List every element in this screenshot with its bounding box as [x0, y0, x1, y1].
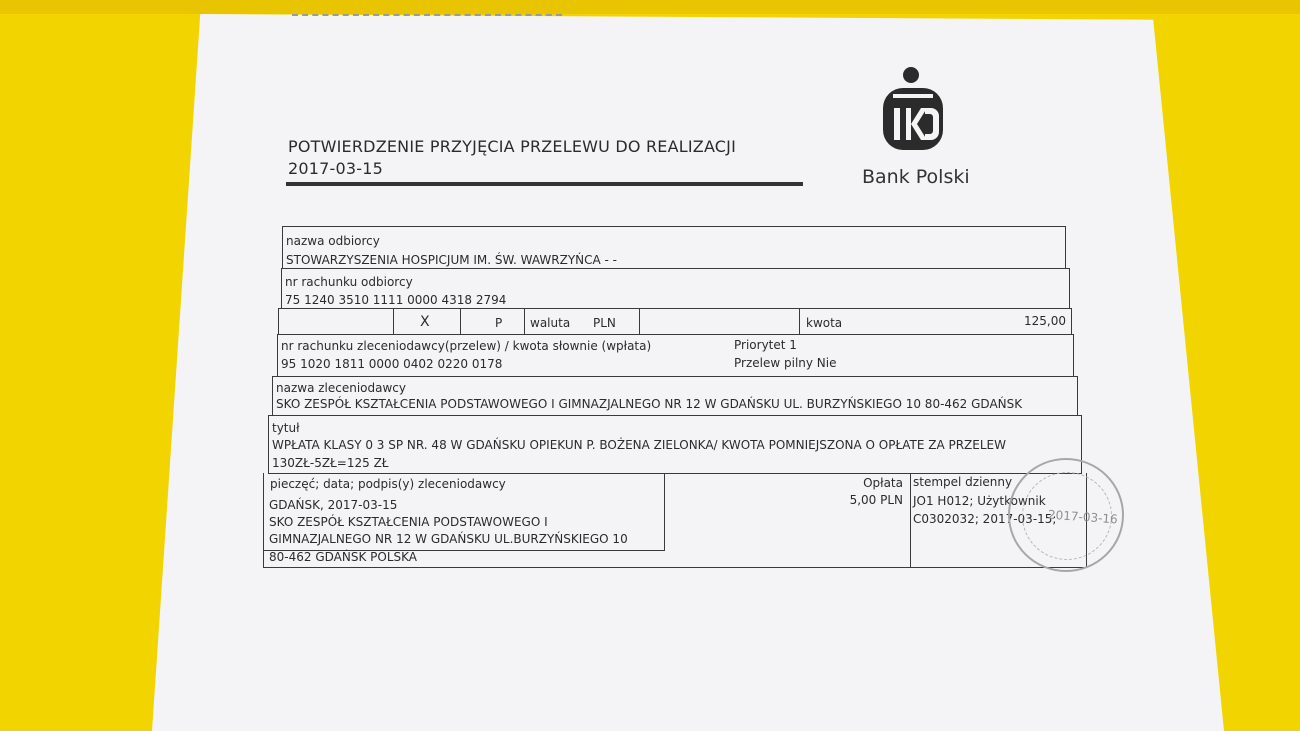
title-label: tytuł — [272, 421, 300, 435]
document-title: POTWIERDZENIE PRZYJĘCIA PRZELEWU DO REALIZACJI — [288, 137, 737, 156]
amount-row-cell-p — [461, 309, 525, 334]
amount-value: 125,00 — [1024, 314, 1066, 328]
priority-value: Priorytet 1 — [734, 338, 797, 352]
currency-label: waluta — [530, 316, 571, 330]
stamp-label: stempel dzienny — [913, 475, 1013, 489]
bank-name: Bank Polski — [862, 166, 970, 188]
amount-row-cell-mark — [394, 309, 461, 334]
sender-value: SKO ZESPÓŁ KSZTAŁCENIA PODSTAWOWEGO I GIMNAZJALNEGO NR 12 W GDAŃSKU UL. BURZYŃSKIEGO 10 80-462 GDAŃSK — [276, 397, 1023, 411]
sender-row — [272, 376, 1078, 416]
signature-cell — [264, 473, 665, 551]
signature-line-3: GIMNAZJALNEGO NR 12 W GDAŃSKU UL.BURZYŃSKIEGO 10 — [269, 532, 628, 546]
yellow-background-band — [0, 0, 1300, 14]
document-date: 2017-03-15 — [288, 159, 383, 178]
title-row — [268, 415, 1082, 474]
perforation-line — [292, 14, 562, 16]
amount-label: kwota — [806, 316, 843, 330]
stamp-date: 2017-03-16 — [1047, 507, 1119, 527]
checked-mark: X — [420, 314, 430, 330]
stamp-line-2: C0302032; 2017-03-15; — [913, 512, 1057, 526]
currency-cell — [525, 309, 640, 334]
signature-line-4: 80-462 GDAŃSK POLSKA — [269, 550, 417, 564]
recipient-value: STOWARZYSZENIA HOSPICJUM IM. ŚW. WAWRZYŃCA - - — [286, 253, 618, 267]
type-p: P — [495, 316, 503, 330]
signature-row — [263, 473, 1087, 568]
fee-value: 5,00 PLN — [849, 493, 903, 507]
urgent-value: Przelew pilny Nie — [734, 356, 837, 370]
pko-piggybank-icon — [881, 66, 945, 152]
recipient-account-label: nr rachunku odbiorcy — [285, 275, 413, 289]
sender-account-label: nr rachunku zleceniodawcy(przelew) / kwota słownie (wpłata) — [281, 339, 652, 353]
recipient-label: nazwa odbiorcy — [286, 234, 380, 248]
title-line-2: 130ZŁ-5ZŁ=125 ZŁ — [272, 456, 389, 470]
currency-value: PLN — [593, 316, 616, 330]
amount-row-cell-empty — [279, 309, 394, 334]
sender-account-value: 95 1020 1811 0000 0402 0220 0178 — [281, 357, 503, 371]
recipient-account-row — [281, 268, 1070, 309]
signature-line-2: SKO ZESPÓŁ KSZTAŁCENIA PODSTAWOWEGO I — [269, 515, 548, 529]
amount-row-cell-blank — [640, 309, 800, 334]
amount-row — [278, 308, 1072, 335]
signature-line-1: GDAŃSK, 2017-03-15 — [269, 498, 398, 512]
fee-cell — [665, 473, 911, 567]
title-underline — [286, 182, 803, 186]
signature-label: pieczęć; data; podpis(y) zleceniodawcy — [270, 477, 506, 491]
sender-account-row — [277, 334, 1074, 377]
title-line-1: WPŁATA KLASY 0 3 SP NR. 48 W GDAŃSKU OPIEKUN P. BOŻENA ZIELONKA/ KWOTA POMNIEJSZONA O OPŁATE ZA PRZELEW — [272, 438, 1006, 452]
recipient-account-value: 75 1240 3510 1111 0000 4318 2794 — [285, 293, 507, 307]
sender-label: nazwa zleceniodawcy — [276, 381, 407, 395]
recipient-row — [282, 226, 1066, 269]
bank-logo — [862, 66, 970, 188]
bank-stamp — [1008, 458, 1124, 572]
stamp-line-1: JO1 H012; Użytkownik — [913, 494, 1046, 508]
document-header — [288, 136, 736, 180]
fee-label: Opłata — [863, 476, 903, 490]
